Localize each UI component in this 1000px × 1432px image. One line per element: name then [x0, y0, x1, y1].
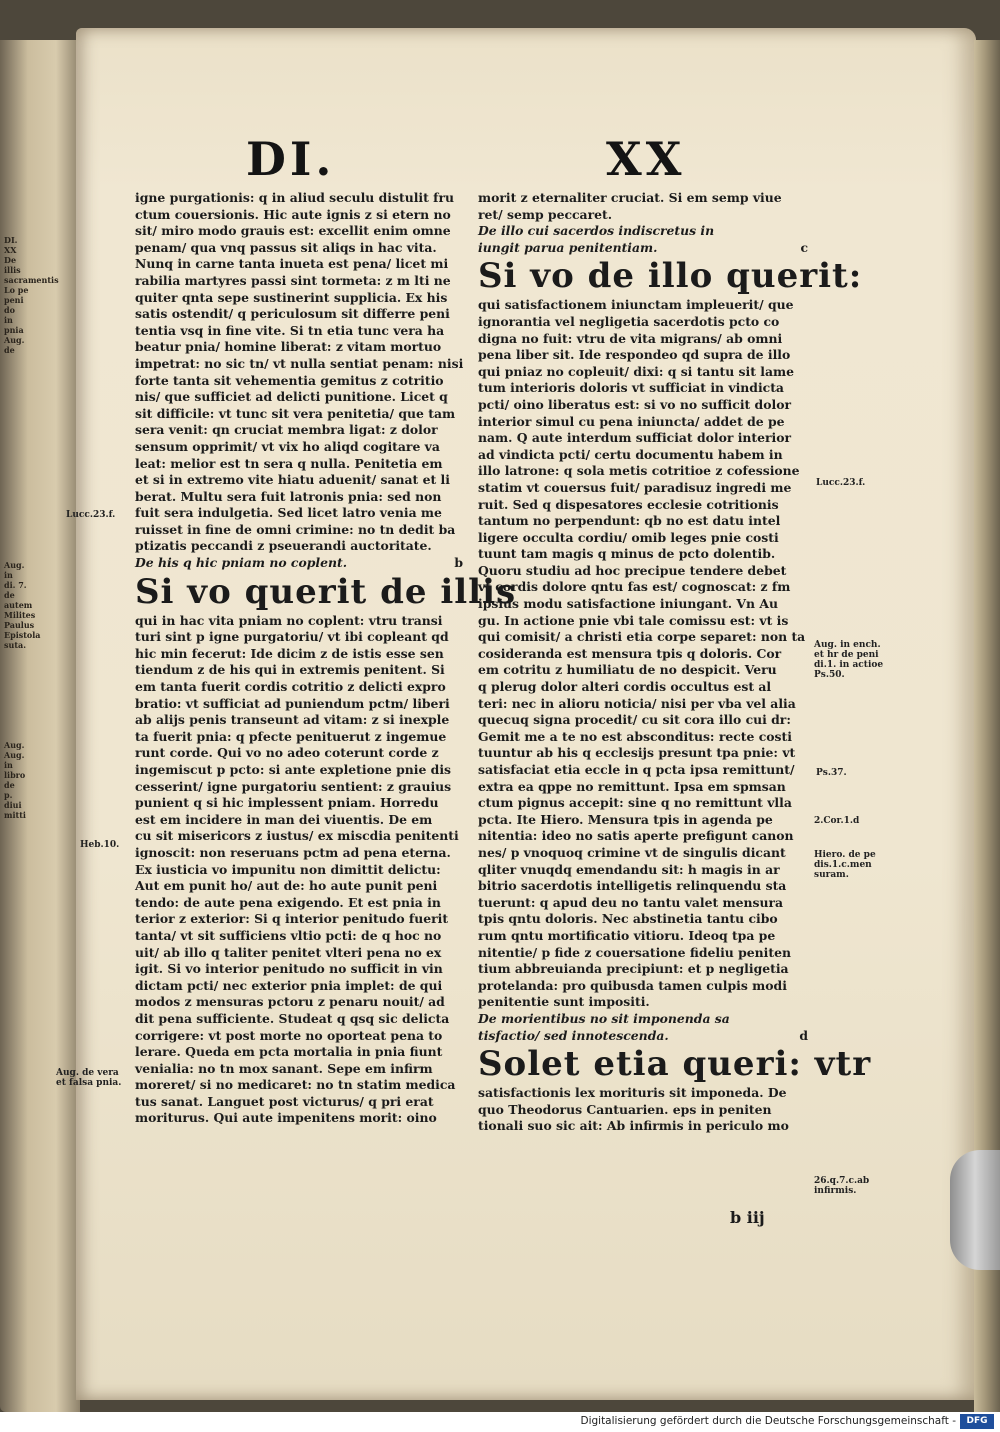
text-line: igit. Si vo interior penitudo no sufficit in vin	[135, 961, 443, 977]
left-column-block-a	[135, 190, 463, 555]
text-line: qui comisit/ a christi etia corpe separet: non ta	[478, 629, 806, 645]
dfg-logo: DFG	[960, 1414, 994, 1429]
text-line: qui satisfactionem iniunctam impleuerit/ que	[478, 297, 794, 313]
text-line: ruit. Sed q dispesatores ecclesie cotritionis	[478, 496, 779, 512]
gloss-hieronymus: Hiero. de pe dis.1.c.men suram.	[814, 850, 876, 880]
rubric-b-text: De his q hic pniam no coplent.	[135, 555, 348, 571]
text-line: tuunt tam magis q minus de pcto dolentib.	[478, 546, 776, 562]
text-line: tuuntur ab his q ecclesijs presunt tpa pnie: vt	[478, 745, 796, 761]
text-line: turi sint p igne purgatoriu/ vt ibi copleant qd	[135, 629, 449, 645]
text-line: satisfaciat etia eccle in q pcta ipsa remittunt/	[478, 762, 795, 777]
gloss-augustine-vera: Aug. de vera et falsa pnia.	[56, 1068, 122, 1088]
text-line: em tanta fuerit cordis cotritio z delicti expro	[135, 679, 446, 695]
text-line: tendo: de aute pena exigendo. Et est pnia in	[135, 894, 441, 910]
running-header-right: XX	[606, 132, 686, 186]
text-line: ret/ semp peccaret.	[478, 206, 613, 222]
text-line: Ex iusticia vo impunitu non dimittit delictu:	[135, 861, 441, 877]
text-line: tuerunt: q apud deu no tantu valet mensura	[478, 894, 784, 910]
text-line: sensum opprimit/ vt vix ho aliqd cogitare va	[135, 438, 440, 454]
text-line: q plerug dolor alteri cordis occultus est al	[478, 679, 772, 695]
text-line: ignorantia vel negligetia sacerdotis pcto co	[478, 313, 780, 329]
text-line: cesserint/ igne purgatoriu sentient: z grauius	[135, 778, 452, 794]
footer-bar	[0, 1412, 1000, 1432]
left-page-edge	[0, 40, 80, 1412]
text-line: sera venit: qn cruciat membra ligat: z dolor	[135, 422, 438, 438]
rubric-c-line1: De illo cui sacerdos indiscretus in	[478, 223, 715, 239]
text-line: tiendum z de his qui in extremis penitent. Si	[135, 662, 445, 678]
text-line: illo latrone: q sola metis cotritioe z cofessione	[478, 463, 800, 479]
text-line: Aut em punit ho/ aut de: ho aute punit peni	[135, 878, 438, 894]
text-line: tpis qntu doloris. Nec abstinetia tantu cibo	[478, 911, 778, 927]
text-line: ignoscit: non reseruans pctm ad pena eterna.	[135, 844, 451, 860]
rubric-d-text: tisfactio/ sed innotescenda.	[478, 1027, 669, 1043]
text-line: ctum couersionis. Hic aute ignis z si etern no	[135, 206, 451, 222]
text-line: dit pena sufficiente. Studeat q qsq sic delicta	[135, 1010, 450, 1026]
text-line: dictam pcti/ nec exterior pnia implet: de qui	[135, 977, 443, 993]
text-line: interior simul cu pena iniuncta/ addet de pe	[478, 413, 785, 429]
text-line: ingemiscut p pcto: si ante expletione pnie dis	[135, 762, 452, 777]
text-line: statim vt couersus fuit/ paradisuz ingredi me	[478, 479, 792, 495]
left-page-fragment-middle: Aug. in di. 7. de autem Milites Paulus Epistola suta.	[4, 560, 41, 650]
text-line: bratio: vt sufficiat ad puniendum pctm/ liberi	[135, 695, 450, 711]
left-page-fragment-top: DI. XX De illis sacramentis Lo pe peni do in pnia Aug. de	[4, 235, 59, 355]
left-page-fragment-lower: Aug. Aug. in libro de p. diui mitti	[4, 740, 26, 820]
text-line: extra ea qppe no remittunt. Ipsa em spmsan	[478, 778, 786, 794]
text-line: satis ostendit/ q periculosum sit differre peni	[135, 306, 450, 322]
incipit-b: Si vo querit de illis	[135, 571, 517, 612]
text-line: pcta. Ite Hiero. Mensura tpis in agenda pe	[478, 811, 773, 827]
text-line: impetrat: no sic tn/ vt nulla sentiat penam: nisi	[135, 355, 464, 371]
rubric-d-line1: De morientibus no sit imponenda sa	[478, 1010, 730, 1026]
text-line: gu. In actione pnie vbi tale comissu est: vt is	[478, 612, 789, 628]
text-line: igne purgationis: q in aliud seculu distulit fru	[135, 190, 455, 205]
text-line: ptizatis peccandi z pseuerandi auctoritate.	[135, 538, 432, 554]
text-line: cosideranda est mensura tpis q doloris. Cor	[478, 645, 782, 661]
text-line: pcti/ oino liberatus est: si vo no sufficit dolor	[478, 396, 791, 412]
left-text-column	[135, 190, 517, 1127]
text-line: ad vindicta pcti/ certu documentu habem in	[478, 446, 783, 462]
text-line: hic min fecerut: Ide dicim z de istis esse sen	[135, 645, 444, 661]
text-line: runt corde. Qui vo no adeo coterunt corde z	[135, 745, 439, 761]
gloss-corinthians: 2.Cor.1.d	[814, 816, 860, 826]
text-line: qliter vnuqdq emendandu sit: h magis in ar	[478, 861, 780, 877]
text-line: qui in hac vita pniam no coplent: vtru transi	[135, 612, 443, 628]
text-line: tionali suo sic ait: Ab infirmis in periculo mo	[478, 1118, 789, 1134]
text-line: Nunq in carne tanta inueta est pena/ licet mi	[135, 256, 449, 272]
text-line: ligere occulta cordiu/ omib leges pnie costi	[478, 529, 779, 545]
text-line: penitentie sunt impositi.	[478, 994, 650, 1010]
text-line: moriturus. Qui aute impenitens morit: oino	[135, 1110, 437, 1126]
text-line: quiter qnta sepe sustinerint supplicia. Ex his	[135, 289, 448, 305]
left-column-block-b	[135, 613, 463, 1127]
right-column-block-c	[478, 297, 808, 1011]
text-line: sit/ miro modo grauis est: excellit enim omne	[135, 223, 451, 239]
text-line: moreret/ si no medicaret: no tn statim medica	[135, 1077, 456, 1093]
text-line: ctum pignus accepit: sine q no remittunt vlla	[478, 795, 792, 811]
text-line: bitrio sacerdotis intelligetis relinquendu sta	[478, 878, 787, 894]
text-line: protelanda: pro quibusda tamen culpis modi	[478, 977, 787, 993]
text-line: forte tanta sit vehementia gemitus z cotritio	[135, 372, 444, 388]
incipit-d: Solet etia queri: vtr	[478, 1044, 872, 1085]
rubric-b	[135, 555, 463, 572]
text-line: tus sanat. Languet post victurus/ q pri erat	[135, 1093, 434, 1109]
text-line: Gemit me a te no est absconditus: recte costi	[478, 728, 792, 744]
binding-clip	[950, 1150, 1000, 1270]
text-line: tanta/ vt sit sufficiens vltio pcti: de q hoc no	[135, 927, 442, 943]
text-line: tium abbreuianda precipiunt: et p negligetia	[478, 961, 789, 977]
text-line: digna no fuit: vtru de vita migrans/ ab omni	[478, 330, 783, 346]
signature-mark: b iij	[730, 1208, 765, 1227]
text-line: vt cordis dolore qntu fas est/ cognoscat: z fm	[478, 579, 791, 595]
text-line: nitentie/ p fide z couersatione fideliu peniten	[478, 944, 791, 960]
text-line: teri: nec in alioru noticia/ nisi per vba vel alia	[478, 695, 796, 711]
section-mark-c: c	[800, 239, 808, 255]
text-line: tum interioris doloris vt sufficiat in vindicta	[478, 380, 784, 396]
funding-note: Digitalisierung gefördert durch die Deutsche Forschungsgemeinschaft -	[580, 1415, 956, 1427]
section-mark-b: b	[454, 555, 463, 571]
text-line: berat. Multu sera fuit latronis pnia: sed non	[135, 488, 442, 504]
rubric-c-text: iungit parua penitentiam.	[478, 239, 658, 255]
right-column-block-a	[478, 190, 808, 223]
text-line: quo Theodorus Cantuarien. eps in peniten	[478, 1101, 772, 1117]
text-line: pena liber sit. Ide respondeo qd supra de illo	[478, 347, 791, 363]
text-line: ab alijs penis transeunt ad vitam: z si inexple	[135, 712, 450, 728]
text-line: ruisset in fine de omni crimine: no tn dedit ba	[135, 521, 456, 537]
text-line: penam/ qua vnq passus sit aliqs in hac vita.	[135, 239, 437, 255]
text-line: em cotritu z humiliatu de no despicit. Veru	[478, 662, 777, 678]
text-line: Quoru studiu ad hoc precipue tendere debet	[478, 562, 787, 578]
gloss-lucae-left: Lucc.23.f.	[66, 510, 116, 520]
text-line: nam. Q aute interdum sufficiat dolor interior	[478, 430, 792, 446]
text-line: modos z mensuras pctoru z penaru nouit/ ad	[135, 994, 445, 1010]
text-line: beatur pnia/ homine liberat: z vitam mortuo	[135, 339, 442, 355]
rubric-d-line2	[478, 1028, 808, 1045]
section-mark-d: d	[799, 1027, 808, 1043]
gloss-hebrews: Heb.10.	[80, 840, 120, 850]
text-line: ipsius modu satisfactione iniungant. Vn Au	[478, 596, 778, 612]
gloss-psalm-37: Ps.37.	[816, 768, 847, 778]
text-line: sit difficile: vt tunc sit vera penitetia/ que tam	[135, 405, 456, 421]
text-line: fuit sera indulgetia. Sed licet latro venia me	[135, 505, 442, 521]
text-line: corrigere: vt post morte no oporteat pena to	[135, 1027, 443, 1043]
text-line: qui pniaz no copleuit/ dixi: q si tantu sit lame	[478, 363, 794, 379]
text-line: cu sit misericors z iustus/ ex miscdia penitenti	[135, 828, 459, 844]
text-line: et si in extremo vite hiatu aduenit/ sanat et li	[135, 472, 450, 488]
text-line: lerare. Queda em pcta mortalia in pnia fiunt	[135, 1044, 443, 1060]
text-line: ta fuerit pnia: q pfecte penituerut z ingemue	[135, 728, 447, 744]
text-line: leat: melior est tn sera q nulla. Penitetia em	[135, 455, 443, 471]
text-line: uit/ ab illo q taliter penitet vlteri pena no ex	[135, 944, 442, 960]
text-line: morit z eternaliter cruciat. Si em semp viue	[478, 190, 782, 205]
text-line: satisfactionis lex morituris sit imponeda. De	[478, 1085, 787, 1101]
gloss-augustine-enchiridion: Aug. in ench. et hr de peni di.1. in actioe Ps.50.	[814, 640, 884, 680]
text-line: venialia: no tn mox sanant. Sepe em infirm	[135, 1060, 433, 1076]
text-line: nitentia: ideo no satis aperte prefigunt canon	[478, 828, 794, 844]
text-line: quecuq signa procedit/ cu sit cora illo cui dr:	[478, 712, 791, 728]
gloss-lucae-right: Lucc.23.f.	[816, 478, 866, 488]
text-line: rum qntu mortificatio vitioru. Ideoq tpa pe	[478, 927, 776, 943]
text-line: terior z exterior: Si q interior penitudo fuerit	[135, 911, 449, 927]
running-header-left: DI.	[246, 132, 336, 186]
text-line: rabilia martyres passi sint tormeta: z m lti ne	[135, 272, 451, 288]
incipit-c: Si vo de illo querit:	[478, 256, 863, 297]
text-line: nes/ p vnoquoq crimine vt de singulis dicant	[478, 844, 786, 860]
text-line: tantum no perpendunt: qb no est datu intel	[478, 513, 781, 529]
gloss-causa: 26.q.7.c.ab infirmis.	[814, 1176, 870, 1196]
text-line: nis/ que sufficiet ad delicti punitione. Licet q	[135, 389, 448, 405]
right-column-block-d	[478, 1085, 808, 1135]
rubric-c-line2	[478, 240, 808, 257]
text-line: tentia vsq in fine vite. Si tn etia tunc vera ha	[135, 322, 445, 338]
text-line: est em incidere in man dei viuentis. De em	[135, 811, 433, 827]
text-line: punient q si hic implessent pniam. Horredu	[135, 795, 439, 811]
